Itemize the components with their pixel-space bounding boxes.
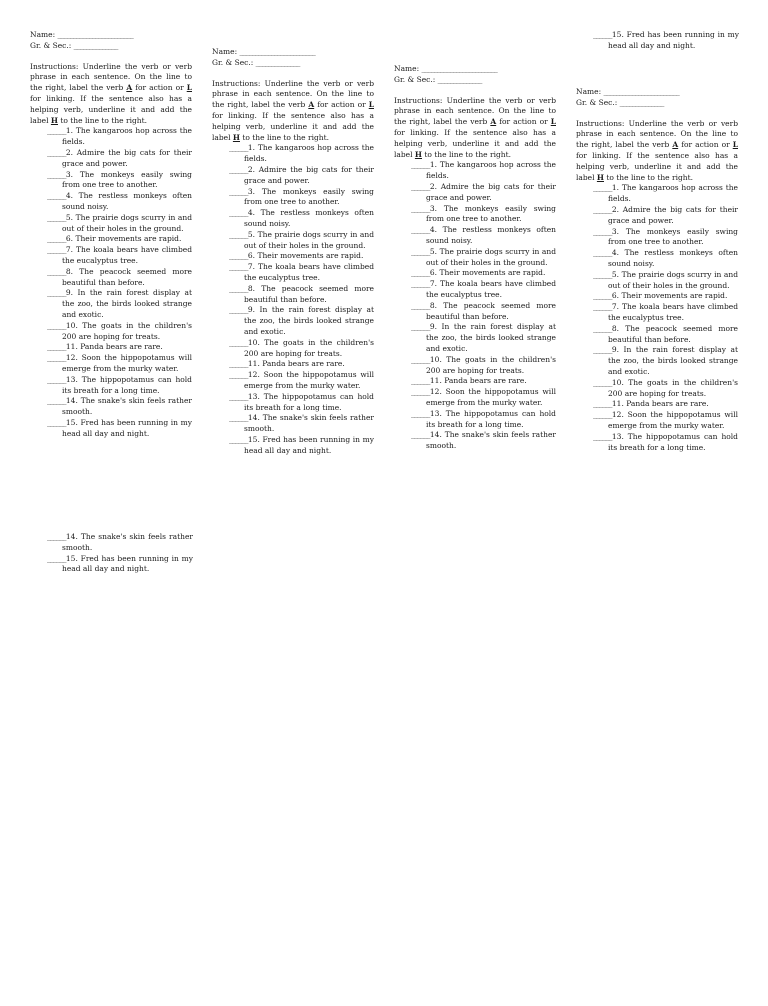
list-item: ______9. In the rain forest display at the zoo, the birds looked strange and exotic.	[411, 322, 556, 353]
grade-section-line: Gr. & Sec.: ______________	[30, 40, 118, 50]
list-item: ______10. The goats in the children's 200 are hoping for treats.	[47, 320, 192, 341]
grade-section-line: Gr. & Sec.: ______________	[576, 97, 664, 107]
list-item: ______1. The kangaroos hop across the fields.	[229, 143, 374, 164]
list-item: ______11. Panda bears are rare.	[47, 342, 163, 352]
list-item: ______5. The prairie dogs scurry in and out of their holes in the ground.	[593, 269, 738, 290]
list-item: ______14. The snake's skin feels rather smooth.	[411, 430, 556, 451]
grade-section-line: Gr. & Sec.: ______________	[212, 57, 300, 67]
instructions: Instructions: Underline the verb or verb phrase in each sentence. On the line to the right, label the verb A for action or L for linking. If the sentence also has a helping verb, underline it and add the label H to the line to the right.	[576, 118, 738, 182]
list-item: ______5. The prairie dogs scurry in and out of their holes in the ground.	[47, 212, 192, 233]
list-item: ______10. The goats in the children's 200 are hoping for treats.	[593, 377, 738, 398]
list-item: ______6. Their movements are rapid.	[229, 251, 364, 261]
worksheet-fragment-top	[593, 30, 739, 52]
list-item: ______12. Soon the hippopotamus will emerge from the murky water.	[229, 370, 374, 390]
list-item: ______13. The hippopotamus can hold its breath for a long time.	[229, 391, 374, 412]
list-item: ______14. The snake's skin feels rather smooth.	[229, 413, 374, 434]
name-line: Name: ________________________	[394, 64, 498, 73]
list-item: ______7. The koala bears have climbed the eucalyptus tree.	[229, 262, 374, 282]
name-line: Name: ________________________	[576, 87, 680, 96]
list-item: ______11. Panda bears are rare.	[593, 399, 709, 409]
list-item: ______13. The hippopotamus can hold its breath for a long time.	[411, 408, 556, 429]
list-item: ______15. Fred has been running in my head all day and night.	[47, 553, 193, 574]
worksheet-column-1	[30, 30, 192, 439]
list-item: ______9. In the rain forest display at the zoo, the birds looked strange and exotic.	[593, 345, 738, 376]
item-list	[47, 126, 192, 439]
list-item: ______3. The monkeys easily swing from one tree to another.	[411, 203, 556, 224]
list-item: ______1. The kangaroos hop across the fields.	[411, 160, 556, 181]
list-item: ______1. The kangaroos hop across the fields.	[47, 126, 192, 147]
list-item: ______2. Admire the big cats for their grace and power.	[47, 147, 192, 168]
list-item: ______14. The snake's skin feels rather smooth.	[47, 396, 192, 417]
worksheet-column-2	[212, 47, 374, 456]
list-item: ______1. The kangaroos hop across the fields.	[593, 183, 738, 204]
list-item: ______4. The restless monkeys often sound noisy.	[47, 191, 192, 211]
list-item: ______4. The restless monkeys often sound noisy.	[411, 225, 556, 245]
list-item: ______9. In the rain forest display at the zoo, the birds looked strange and exotic.	[47, 288, 192, 319]
worksheet-column-4	[576, 87, 738, 453]
item-list	[229, 143, 374, 456]
list-item: ______9. In the rain forest display at the zoo, the birds looked strange and exotic.	[229, 305, 374, 336]
list-item: ______2. Admire the big cats for their grace and power.	[593, 204, 738, 225]
list-item: ______3. The monkeys easily swing from one tree to another.	[47, 169, 192, 190]
list-item: ______7. The koala bears have climbed the eucalyptus tree.	[593, 302, 738, 322]
worksheet-fragment-bottom	[47, 532, 193, 575]
instructions: Instructions: Underline the verb or verb phrase in each sentence. On the line to the right, label the verb A for action or L for linking. If the sentence also has a helping verb, underline it and add the label H to the line to the right.	[212, 78, 374, 142]
list-item: ______2. Admire the big cats for their grace and power.	[229, 164, 374, 185]
list-item: ______8. The peacock seemed more beautiful than before.	[411, 300, 556, 321]
list-item: ______15. Fred has been running in my head all day and night.	[593, 30, 739, 50]
instructions: Instructions: Underline the verb or verb phrase in each sentence. On the line to the right, label the verb A for action or L for linking. If the sentence also has a helping verb, underline it and add the label H to the line to the right.	[394, 95, 556, 159]
list-item: ______6. Their movements are rapid.	[47, 234, 182, 244]
list-item: ______10. The goats in the children's 200 are hoping for treats.	[411, 354, 556, 375]
item-list	[593, 183, 738, 453]
list-item: ______8. The peacock seemed more beautiful than before.	[593, 323, 738, 344]
list-item: ______14. The snake's skin feels rather smooth.	[47, 532, 193, 552]
list-item: ______13. The hippopotamus can hold its breath for a long time.	[593, 431, 738, 452]
name-line: Name: ________________________	[30, 30, 134, 39]
list-item: ______7. The koala bears have climbed the eucalyptus tree.	[47, 245, 192, 265]
list-item: ______8. The peacock seemed more beautiful than before.	[229, 283, 374, 304]
list-item: ______10. The goats in the children's 200 are hoping for treats.	[229, 337, 374, 358]
list-item: ______6. Their movements are rapid.	[593, 291, 728, 301]
list-item: ______12. Soon the hippopotamus will emerge from the murky water.	[593, 410, 738, 430]
grade-section-line: Gr. & Sec.: ______________	[394, 74, 482, 84]
list-item: ______12. Soon the hippopotamus will emerge from the murky water.	[47, 353, 192, 373]
list-item: ______2. Admire the big cats for their grace and power.	[411, 181, 556, 202]
list-item: ______3. The monkeys easily swing from one tree to another.	[593, 226, 738, 247]
name-line: Name: ________________________	[212, 47, 316, 56]
list-item: ______4. The restless monkeys often sound noisy.	[593, 248, 738, 268]
list-item: ______13. The hippopotamus can hold its breath for a long time.	[47, 374, 192, 395]
worksheet-column-3	[394, 64, 556, 452]
list-item: ______15. Fred has been running in my head all day and night.	[229, 434, 374, 455]
list-item: ______4. The restless monkeys often sound noisy.	[229, 208, 374, 228]
list-item: ______5. The prairie dogs scurry in and out of their holes in the ground.	[229, 229, 374, 250]
list-item: ______11. Panda bears are rare.	[229, 359, 345, 369]
list-item: ______15. Fred has been running in my head all day and night.	[47, 417, 192, 438]
list-item: ______7. The koala bears have climbed the eucalyptus tree.	[411, 279, 556, 299]
list-item: ______12. Soon the hippopotamus will emerge from the murky water.	[411, 387, 556, 407]
list-item: ______6. Their movements are rapid.	[411, 268, 546, 278]
list-item: ______3. The monkeys easily swing from one tree to another.	[229, 186, 374, 207]
list-item: ______11. Panda bears are rare.	[411, 376, 527, 386]
list-item: ______5. The prairie dogs scurry in and out of their holes in the ground.	[411, 246, 556, 267]
list-item: ______8. The peacock seemed more beautiful than before.	[47, 266, 192, 287]
item-list	[411, 160, 556, 452]
instructions: Instructions: Underline the verb or verb phrase in each sentence. On the line to the right, label the verb A for action or L for linking. If the sentence also has a helping verb, underline it and add the label H to the line to the right.	[30, 61, 192, 125]
